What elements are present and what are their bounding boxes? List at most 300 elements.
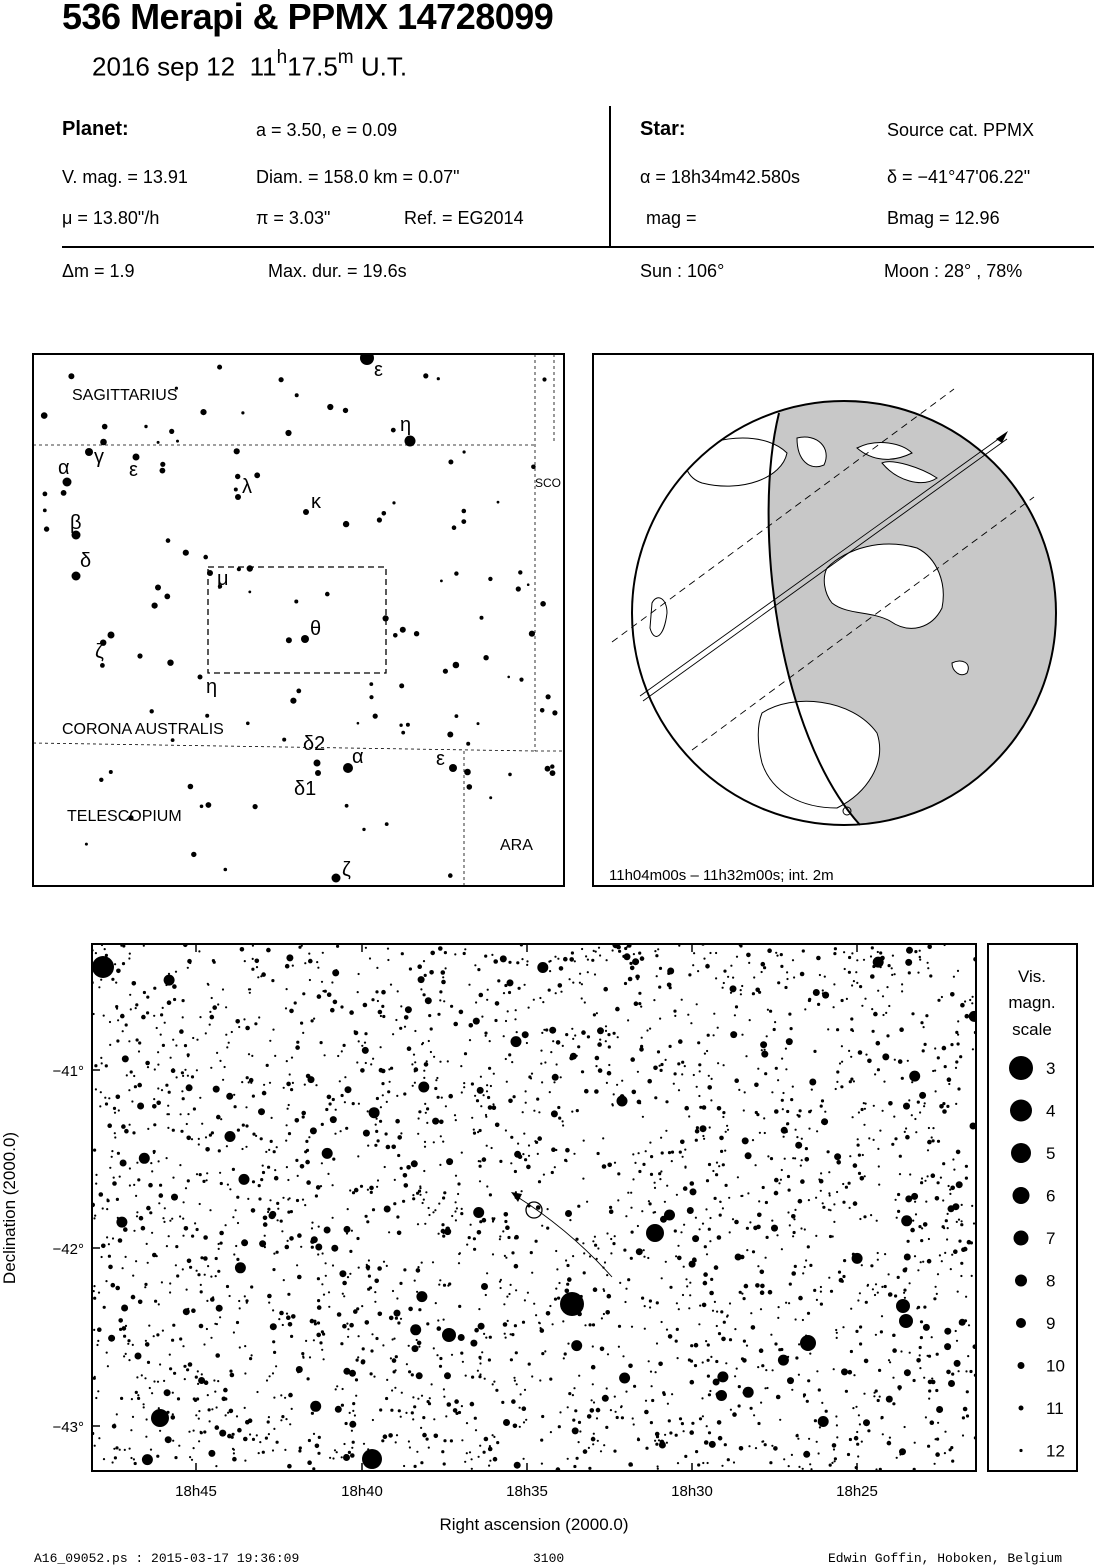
globe-panel [592,353,1094,887]
field-star [125,1256,127,1258]
field-star [177,1397,180,1400]
field-star [159,1184,162,1187]
field-star [530,1077,532,1079]
field-star [150,1449,152,1451]
field-star [842,1275,845,1278]
field-star [93,1377,96,1380]
field-star [267,1208,270,1211]
field-star [316,961,318,963]
field-star [809,1264,812,1267]
field-star [781,1169,783,1171]
field-star [186,1084,193,1091]
field-star [390,1409,393,1412]
field-star [535,1240,538,1243]
field-star [709,1126,711,1128]
field-star [305,1340,307,1342]
field-star [471,1468,473,1470]
field-star [551,1171,554,1174]
field-star [117,1019,119,1021]
field-star [317,967,319,969]
field-star [704,1245,707,1248]
field-star [342,1293,344,1295]
field-star [478,1456,480,1458]
field-star [911,1012,914,1015]
field-star [803,1451,810,1458]
field-star [385,1397,388,1400]
field-star [628,1364,633,1369]
field-star [733,1461,735,1463]
field-star [777,1317,779,1319]
field-star [965,1370,967,1372]
constellation-star [462,509,467,514]
greek-label: ζ [95,641,104,663]
field-star [754,1083,759,1088]
field-star [818,1388,821,1391]
field-star [475,1429,477,1431]
field-star [238,1026,240,1028]
field-star [937,1422,939,1424]
field-star [412,1345,419,1352]
field-star [798,1466,800,1468]
field-star [256,966,258,968]
field-star [775,952,777,954]
field-star [637,1438,640,1441]
field-star [540,1050,542,1052]
field-star [412,1396,414,1398]
field-star [397,1135,402,1140]
magnitude-legend [988,944,1077,1471]
field-star [377,1000,379,1002]
field-star [153,1123,156,1126]
field-star [435,1079,437,1081]
field-star [716,1392,721,1397]
constellation-star [234,488,238,492]
field-star [486,1185,488,1187]
field-star [124,1129,129,1134]
field-star [352,1191,355,1194]
field-star [651,1399,654,1402]
field-star [870,1214,872,1216]
field-star [273,1428,275,1430]
field-star [764,1132,766,1134]
field-star [288,1393,293,1398]
field-star [103,1015,105,1017]
field-star [923,1105,925,1107]
field-star [948,1205,955,1212]
field-star [144,1286,146,1288]
field-star [960,1223,963,1226]
constellation-star [546,694,551,699]
field-star [597,1247,599,1249]
field-star [862,1154,864,1156]
field-star [657,1050,660,1053]
field-star [262,1451,265,1454]
field-star [935,1438,937,1440]
field-star [632,958,639,965]
field-star [894,1059,896,1061]
field-star [248,1418,253,1423]
field-star [258,1016,260,1018]
field-star [493,1436,495,1438]
greek-label: ε [374,359,383,381]
field-star [808,1128,810,1130]
field-star [781,1248,783,1250]
field-star [540,1439,543,1442]
field-star [469,1451,471,1453]
field-star [193,1430,195,1432]
field-star [820,1286,822,1288]
field-star [205,1136,207,1138]
field-star [762,1440,764,1442]
field-star [659,967,662,970]
field-star [175,1044,177,1046]
field-star [164,1207,166,1209]
field-star [311,1412,314,1415]
field-star [888,964,891,967]
field-star [717,1106,722,1111]
field-star [451,1354,453,1356]
field-star [380,1106,382,1108]
field-star [505,1129,507,1131]
field-star [168,1113,170,1115]
field-star [199,1324,204,1329]
field-star [379,1408,382,1411]
field-star [460,1212,463,1215]
field-star [465,1375,467,1377]
field-star [250,1285,253,1288]
constellation-star [315,770,321,776]
field-star [748,962,750,964]
constellation-star [362,828,365,831]
field-star [484,1378,486,1380]
field-star [753,1226,758,1231]
greek-label: ε [129,459,138,481]
field-star [323,1358,325,1360]
field-star [340,1342,343,1345]
field-star [863,1393,865,1395]
field-star [418,1308,421,1311]
field-star [816,956,821,961]
field-star [485,1035,487,1037]
field-star [438,1203,440,1205]
field-star [264,1246,266,1248]
field-star [138,1300,143,1305]
field-star [790,1027,793,1030]
field-star [416,1268,421,1273]
field-star [798,1296,803,1301]
field-star [311,1019,314,1022]
field-star [381,1082,384,1085]
field-star [291,1408,293,1410]
field-star [181,1090,183,1092]
field-star [971,1275,973,1277]
field-star [727,1129,729,1131]
field-star [863,1215,866,1218]
field-star [766,1387,768,1389]
field-star [137,1083,142,1088]
field-star [357,1155,359,1157]
field-star [146,1011,149,1014]
field-star [442,976,444,978]
field-star [692,1235,699,1242]
field-star [755,1164,757,1166]
field-star [921,1177,923,1179]
field-star [597,1152,600,1155]
field-star [212,1005,217,1010]
field-star [394,1310,401,1317]
field-star [948,1185,950,1187]
field-star [666,1442,668,1444]
field-star [97,1390,99,1392]
field-star [675,1434,678,1437]
field-star [965,1177,968,1180]
field-star [373,1376,375,1378]
field-star [132,1416,134,1418]
field-star [617,1172,620,1175]
field-star [764,1443,767,1446]
field-star [526,964,528,966]
field-star [179,1215,181,1217]
x-axis-label: Right ascension (2000.0) [439,1515,629,1534]
field-star [738,1385,741,1388]
field-star [164,975,175,986]
field-star [244,960,246,962]
field-star [198,1138,200,1140]
field-star [849,1080,852,1083]
field-star [219,1172,221,1174]
field-star [743,1109,745,1111]
field-star [908,1099,910,1101]
field-star [708,1431,711,1434]
field-star [963,1407,968,1412]
field-star [143,1403,145,1405]
event-datetime [92,47,408,83]
field-star [98,986,100,988]
field-star [211,997,213,999]
field-star [791,1454,793,1456]
field-star [698,1323,700,1325]
field-star [876,1041,881,1046]
field-star [319,1341,322,1344]
field-star [613,1032,616,1035]
field-star [931,1136,933,1138]
field-star [254,959,259,964]
field-star [342,1324,347,1329]
field-star [589,1323,592,1326]
field-star [274,1055,276,1057]
field-star [109,1167,111,1169]
field-star [669,1431,672,1434]
field-star [962,1416,965,1419]
constellation-star [224,868,228,872]
field-star [183,1308,190,1315]
field-star [960,1275,962,1277]
field-star [256,1391,258,1393]
legend-mag-label: 5 [1046,1144,1056,1163]
field-star [596,1408,601,1413]
field-star [848,1182,851,1185]
field-star [514,1170,517,1173]
field-star [932,1139,935,1142]
field-star [277,1219,279,1221]
field-star [375,1124,377,1126]
field-star [286,1313,288,1315]
field-star [136,1038,139,1041]
field-star [360,1068,365,1073]
x-tick-label: 18h25 [836,1483,878,1500]
field-star [736,1368,738,1370]
field-star [162,1330,164,1332]
field-star [833,1368,835,1370]
field-star [432,1211,434,1213]
field-star [286,1082,291,1087]
field-star [381,1005,384,1008]
bright-field-star [646,1224,664,1242]
constellation-star [72,572,81,581]
field-star [286,1315,291,1320]
field-star [443,1462,446,1465]
constellation-star [108,632,115,639]
field-star [849,1438,852,1441]
field-star [848,1050,850,1052]
field-star [612,949,614,951]
field-star [547,1208,549,1210]
field-star [355,1378,358,1381]
field-star [129,1448,131,1450]
field-star [623,1249,626,1252]
field-star [396,1434,398,1436]
field-star [937,1273,939,1275]
field-star [709,1441,716,1448]
field-star [602,1137,604,1139]
field-star [184,1378,186,1380]
field-star [661,1321,663,1323]
field-star [209,1420,211,1422]
field-star [384,1206,391,1213]
field-star [559,1411,561,1413]
field-star [294,1001,297,1004]
field-star [694,1343,699,1348]
field-star [217,1380,219,1382]
constellation-star [343,408,348,413]
field-star [836,1160,841,1165]
field-star [651,1385,653,1387]
field-star [390,984,392,986]
field-star [369,957,371,959]
field-star [667,968,674,975]
field-star [437,1013,440,1016]
field-star [606,1274,608,1276]
field-star [820,1105,823,1108]
field-star [445,967,447,969]
field-star [585,955,587,957]
field-star [470,1402,475,1407]
field-star [882,1110,884,1112]
field-star [396,1297,398,1299]
field-star [630,1257,633,1260]
field-star [479,1165,482,1168]
field-star [128,1040,130,1042]
field-star [730,992,732,994]
constellation-star [464,769,471,776]
field-star [332,1184,334,1186]
constellation-star [369,695,373,699]
field-star [973,1222,975,1224]
field-star [709,1240,711,1242]
field-star [702,1361,704,1363]
field-star [766,1236,769,1239]
field-star [613,1093,615,1095]
field-star [829,1464,832,1467]
field-star [966,1390,969,1393]
field-star [187,1055,189,1057]
field-star [848,971,851,974]
field-star [727,1458,730,1461]
bright-field-star [362,1449,382,1469]
field-star [928,1389,931,1392]
field-star [560,1076,562,1078]
field-star [339,1270,346,1277]
field-star [252,1095,255,1098]
field-star [528,1144,530,1146]
field-star [184,1226,189,1231]
field-star [352,1402,355,1405]
field-star [187,1113,189,1115]
field-star [334,1133,336,1135]
field-star [569,957,574,962]
field-star [444,1372,451,1379]
constellation-star [43,492,48,497]
field-star [785,1130,788,1133]
field-star [734,1220,739,1225]
field-star [365,947,367,949]
field-star [125,1325,127,1327]
constellation-star [43,509,47,513]
field-star [119,1328,122,1331]
field-star [551,1147,556,1152]
constellation-star [488,577,492,581]
field-star [541,1081,543,1083]
field-star [281,1230,283,1232]
field-star [955,1060,958,1063]
legend-dot [1019,1449,1022,1452]
bright-field-star [92,956,114,978]
field-star [269,1082,271,1084]
field-star [108,1255,111,1258]
field-star [964,1319,967,1322]
field-star [284,1449,286,1451]
field-star [143,991,146,994]
field-star [321,981,323,983]
field-star [870,955,872,957]
field-star [884,1253,886,1255]
field-star [593,950,595,952]
field-star [677,1357,679,1359]
field-star [610,1409,612,1411]
field-star [932,1070,934,1072]
field-star [841,999,844,1002]
field-star [632,1090,637,1095]
field-star [845,1390,848,1393]
field-star [574,1034,576,1036]
field-star [389,1081,391,1083]
field-star [95,1088,97,1090]
field-star [819,974,821,976]
field-star [356,1061,358,1063]
field-star [944,1252,946,1254]
field-star [173,1372,176,1375]
field-star [387,948,389,950]
